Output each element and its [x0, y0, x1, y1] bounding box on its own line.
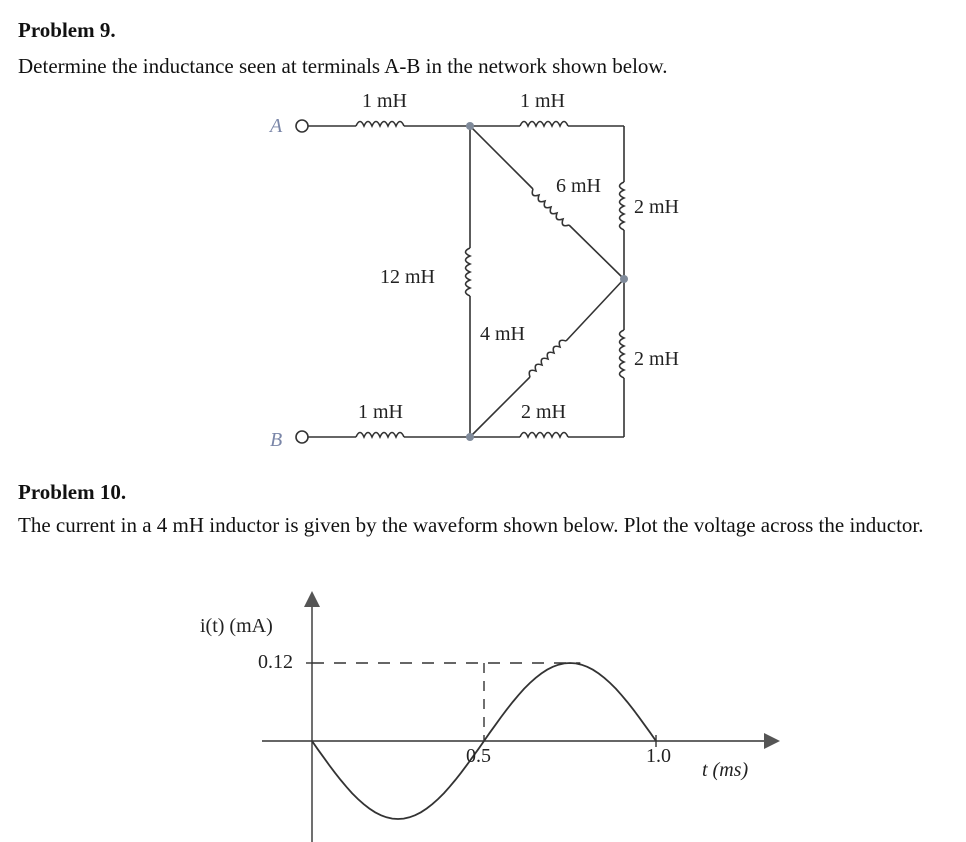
- label-right-lower: 2 mH: [634, 348, 679, 370]
- problem-10-title: Problem 10.: [18, 480, 127, 504]
- y-axis-label: i(t) (mA): [200, 615, 273, 637]
- inductor-bottom-left: [308, 433, 470, 438]
- inductor-diagonal-upper: [470, 126, 624, 279]
- inductor-middle-vertical: [466, 126, 471, 437]
- problem-9-text: Determine the inductance seen at terminals A-B in the network shown below.: [18, 54, 668, 78]
- node-bottom: [466, 433, 474, 441]
- y-axis-arrow-icon: [304, 591, 320, 607]
- x-tick-label-0: 0.5: [466, 745, 491, 767]
- terminal-a: [296, 120, 308, 132]
- label-bottom-left: 1 mH: [358, 401, 403, 423]
- label-right-upper: 2 mH: [634, 196, 679, 218]
- label-top-left: 1 mH: [362, 90, 407, 112]
- terminal-b: [296, 431, 308, 443]
- label-diag-lower: 4 mH: [480, 323, 525, 345]
- problem-9-title: Problem 9.: [18, 18, 116, 42]
- x-axis-arrow-icon: [764, 733, 780, 749]
- label-top-right: 1 mH: [520, 90, 565, 112]
- label-diag-upper: 6 mH: [556, 175, 601, 197]
- circuit-diagram: [268, 90, 679, 451]
- y-tick-label: 0.12: [258, 651, 293, 673]
- x-tick-label-1: 1.0: [646, 745, 671, 767]
- inductor-right-upper: [620, 126, 625, 279]
- inductor-bottom-right: [470, 433, 624, 438]
- node-right: [620, 275, 628, 283]
- node-top: [466, 122, 474, 130]
- inductor-top-right: [470, 122, 624, 127]
- inductor-right-lower: [620, 279, 625, 437]
- terminal-b-label: B: [270, 429, 283, 451]
- x-axis-label: t (ms): [702, 759, 749, 781]
- inductor-top-left: [308, 122, 470, 127]
- current-waveform-chart: [200, 591, 780, 842]
- label-bottom-right: 2 mH: [521, 401, 566, 423]
- terminal-a-label: A: [270, 115, 283, 137]
- problem-10-text: The current in a 4 mH inductor is given by the waveform shown below. Plot the voltage across the inductor.: [18, 513, 924, 537]
- label-middle-vertical: 12 mH: [380, 266, 435, 288]
